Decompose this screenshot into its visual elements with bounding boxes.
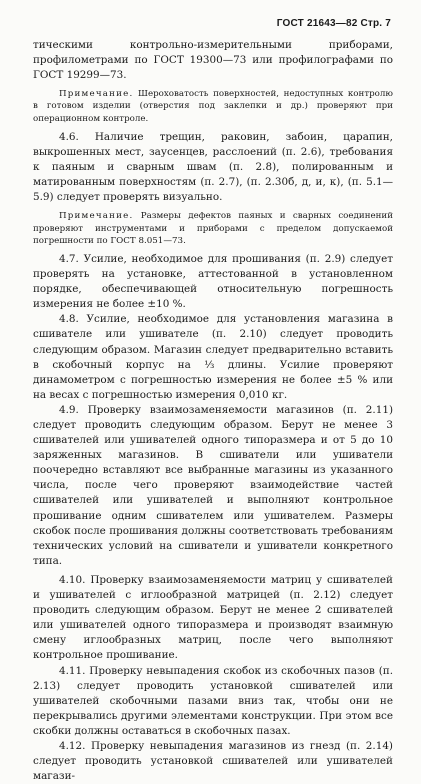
- paragraph-4-11: 4.11. Проверку невыпадения скобок из скобочных пазов (п. 2.13) следует проводить установкой сшивателей или ушивателей скобочными пазами вниз так, чтобы они не перекрывались другими элементами конструкции. При этом все скобки должны оставаться в скобочных пазах.: [33, 664, 393, 737]
- note-lead: Примечание.: [59, 89, 134, 100]
- paragraph-4-6: 4.6. Наличие трещин, раковин, забоин, царапин, выкрошенных мест, заусенцев, расслоений (п. 2.6), требования к паяным и сварным швам (п. 2.8), полированным и матированным поверхностям (п. 2.7), (п. 2.30б, д, и, к), (п. 5.1—5.9) следует проверять визуально.: [33, 130, 393, 204]
- paragraph-4-9: 4.9. Проверку взаимозаменяемости магазинов (п. 2.11) следует проводить следующим образом. Берут не менее 3 сшивателей или ушивателей одного типоразмера и от 5 до 10 заряженных магазинов. В сшиватели или ушиватели поочередно вставляют все выбранные магазины из указанного числа, после чего проверяют взаимодействие частей сшивателей или ушивателей и выполняют контрольное прошивание одним сшивателем или ушивателем. Размеры скобок после прошивания должны соответствовать требованиям технических условий на сшиватели и ушиватели конкретного типа.: [33, 403, 393, 567]
- paragraph-4-12: 4.12. Проверку невыпадения магазинов из гнезд (п. 2.14) следует проводить установкой сшивателей или ушивателей магази-: [33, 739, 393, 783]
- paragraph-4-8: 4.8. Усилие, необходимое для установления магазина в сшивателе или ушивателе (п. 2.10) следует проводить следующим образом. Магазин следует предварительно вставить в скобочный корпус на ⅓ длины. Усилие проверяют динамометром с погрешностью измерения не более ±5 % или на весах с погрешностью измерения 0,010 кг.: [33, 313, 393, 401]
- page-header: ГОСТ 21643—82 Стр. 7: [276, 18, 391, 29]
- note-text: Размеры дефектов паяных и сварных соединений проверяют инструментами и приборами с пределом допускаемой погрешности по ГОСТ 8.051—73.: [33, 211, 393, 246]
- paragraph-4-10: 4.10. Проверку взаимозаменяемости матриц у сшивателей и ушивателей с иглообразной матрицей (п. 2.12) следует проводить следующим образом. Берут не менее 2 сшивателей или ушивателей одного типоразмера и производят взаимную смену иглообразных матриц, после чего выполняют контрольное прошивание.: [33, 573, 393, 662]
- paragraph-continuation: тическими контрольно-измерительными приборами, профилометрами по ГОСТ 19300—73 или профилографами по ГОСТ 19299—73.: [33, 39, 393, 82]
- document-body: [33, 38, 393, 784]
- note-surface-roughness: [33, 88, 393, 125]
- note-lead: Примечание.: [59, 211, 134, 222]
- paragraph-4-7: 4.7. Усилие, необходимое для прошивания (п. 2.9) следует проверять на установке, аттестованной в установленном порядке, обеспечивающей относительную погрешность измерения не более ±10 %.: [33, 252, 393, 311]
- note-text: Шероховатость поверхностей, недоступных контролю в готовом изделии (отверстия под заклепки и др.) проверяют при операционном контроле.: [33, 89, 393, 124]
- note-defect-sizes: [33, 210, 393, 247]
